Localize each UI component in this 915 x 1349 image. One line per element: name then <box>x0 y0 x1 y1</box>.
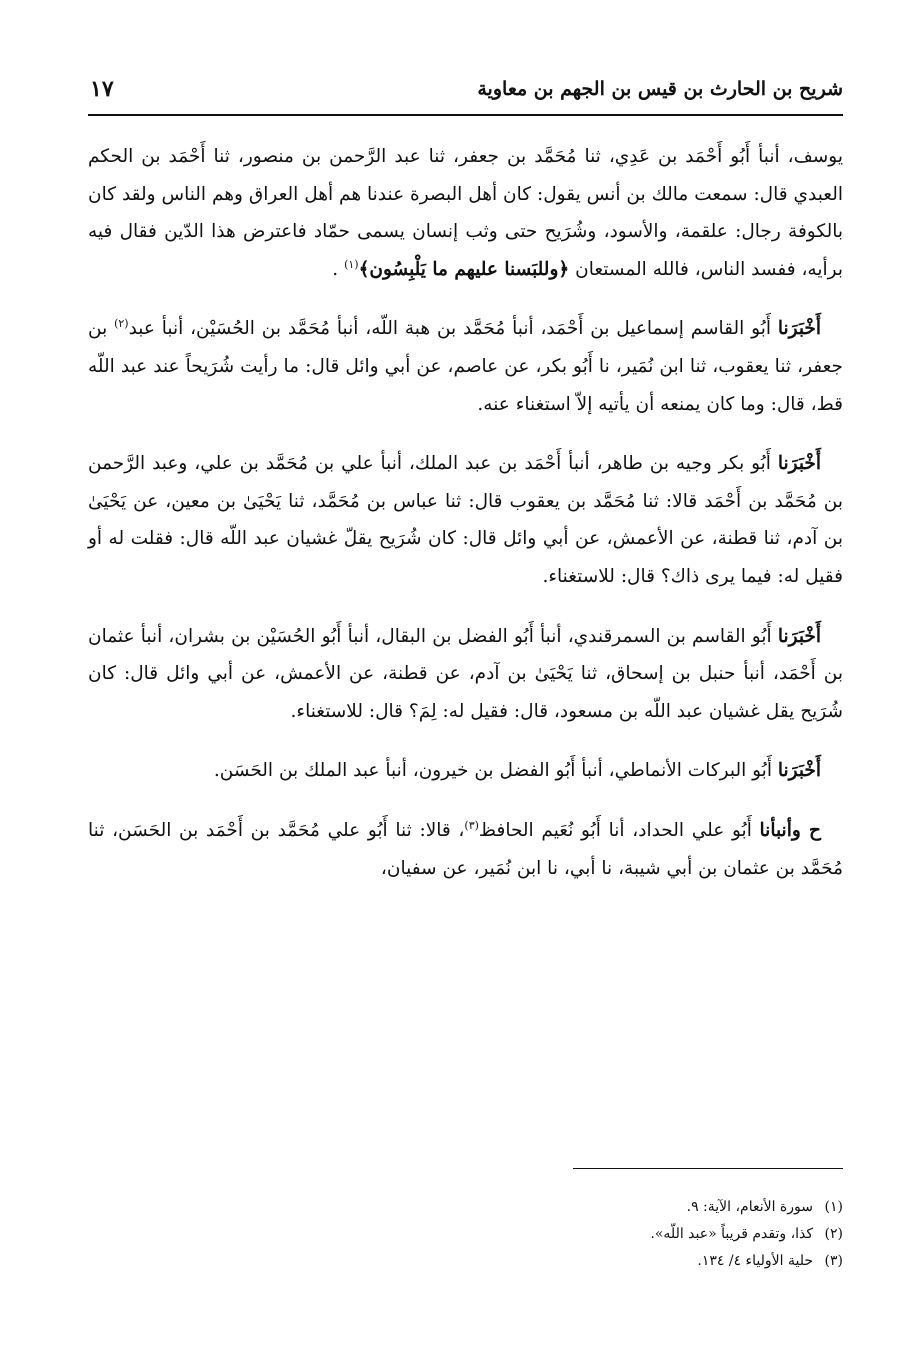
paragraph-6-text-b: ، قالا: ثنا أَبُو علي مُحَمَّد بن أَحْمَد بن الحَسَن، ثنا مُحَمَّد بن عثمان بن أبي شيبة، نا أبي، نا ابن نُمَير، عن سفيان، <box>88 819 843 879</box>
footnote-number: (٢) <box>824 1226 843 1242</box>
isnad-keyword: أَخْبَرَنا <box>777 453 821 475</box>
footnotes <box>88 1194 843 1275</box>
footnote-ref-1: (١) <box>344 257 359 271</box>
paragraph-4 <box>88 618 843 731</box>
running-title: شريح بن الحارث بن قيس بن الجهم بن معاوية <box>477 78 843 100</box>
paragraph-1 <box>88 138 843 288</box>
paragraph-1-end: . <box>332 258 345 280</box>
paragraph-3 <box>88 445 843 595</box>
paragraph-6 <box>88 812 843 887</box>
footnote-text: حلية الأولياء ٤/ ١٣٤. <box>697 1253 813 1269</box>
paragraph-4-text: أَبُو القاسم بن السمرقندي، أنبأ أَبُو الفضل بن البقال، أنبأ أَبُو الحُسَيْن بن بشران، أنبأ عثمان بن أَحْمَد، أنبأ حنبل بن إسحاق، ثنا يَحْيَىٰ بن آدم، عن قطنة، عن الأعمش، عن أبي وائل قال: كان شُرَيح يقل غشيان عبد اللّه بن مسعود، قال: فقيل له: لِمَ؟ قال: للاستغناء. <box>88 625 843 722</box>
footnote-2 <box>88 1221 843 1248</box>
footnote-number: (١) <box>824 1199 843 1215</box>
footnote-3 <box>88 1248 843 1275</box>
footnote-ref-3: (٣) <box>464 818 479 832</box>
quran-verse: ﴿وللبَسنا عليهم ما يَلْبِسُون﴾ <box>358 258 570 280</box>
paragraph-5-text: أَبُو البركات الأنماطي، أنبأ أَبُو الفضل بن خيرون، أنبأ عبد الملك بن الحَسَن. <box>213 760 778 782</box>
isnad-keyword: ح وأنبأنا <box>759 819 821 841</box>
footnote-1 <box>88 1194 843 1221</box>
footnote-text: سورة الأنعام، الآية: ٩. <box>686 1199 813 1215</box>
paragraph-5 <box>88 752 843 790</box>
main-text <box>88 138 843 909</box>
isnad-keyword: أَخْبَرَنا <box>777 318 821 340</box>
footnote-text: كذا، وتقدم قريباً «عبد اللّه». <box>650 1226 813 1242</box>
isnad-keyword: أَخْبَرَنا <box>777 760 821 782</box>
paragraph-2 <box>88 310 843 423</box>
paragraph-2-text-b: بن جعفر، ثنا يعقوب، ثنا ابن نُمَير، نا أَبُو بكر، عن عاصم، عن أبي وائل قال: ما رأيت شُرَيحاً عند عبد اللّه قط، قال: وما كان يمنعه أن يأتيه إلاّ استغناء عنه. <box>88 318 843 415</box>
paragraph-2-text-a: أَبُو القاسم إسماعيل بن أَحْمَد، أنبأ مُحَمَّد بن هبة اللّه، أنبأ مُحَمَّد بن الحُسَيْن، أنبأ عبد <box>128 318 778 340</box>
paragraph-3-text: أَبُو بكر وجيه بن طاهر، أنبأ أَحْمَد بن عبد الملك، أنبأ علي بن مُحَمَّد بن علي، وعبد الرَّحمن بن مُحَمَّد بن أَحْمَد قالا: ثنا مُحَمَّد بن يعقوب قال: ثنا عباس بن مُحَمَّد، ثنا يَحْيَىٰ بن معين، عن يَحْيَىٰ بن آدم، ثنا قطنة، عن الأعمش، عن أبي وائل قال: كان شُرَيح يقلّ غشيان عبد اللّه قال: فقلت له أو فقيل له: فيما يرى ذاك؟ قال: للاستغناء. <box>88 453 843 587</box>
paragraph-1-text: يوسف، أنبأ أَبُو أَحْمَد بن عَدِي، ثنا مُحَمَّد بن جعفر، ثنا عبد الرَّحمن بن منصور، ثنا أَحْمَد بن الحكم العبدي قال: سمعت مالك بن أنس يقول: كان أهل البصرة عندنا هم أهل العراق وهم الناس ولقد كان بالكوفة رجال: علقمة، والأسود، وشُرَيح حتى وثب إنسان يسمى حمّاد فاعترض هذا الدّين فقال فيه برأيه، ففسد الناس، فالله المستعان <box>88 146 843 280</box>
isnad-keyword: أَخْبَرَنا <box>777 625 821 647</box>
footnote-separator <box>573 1168 843 1169</box>
footnote-ref-2: (٢) <box>114 317 129 331</box>
header-rule <box>88 114 843 116</box>
page-number: ١٧ <box>90 76 114 102</box>
paragraph-6-text-a: أَبُو علي الحداد، أنا أَبُو نُعَيم الحافظ <box>478 819 760 841</box>
footnote-number: (٣) <box>824 1253 843 1269</box>
